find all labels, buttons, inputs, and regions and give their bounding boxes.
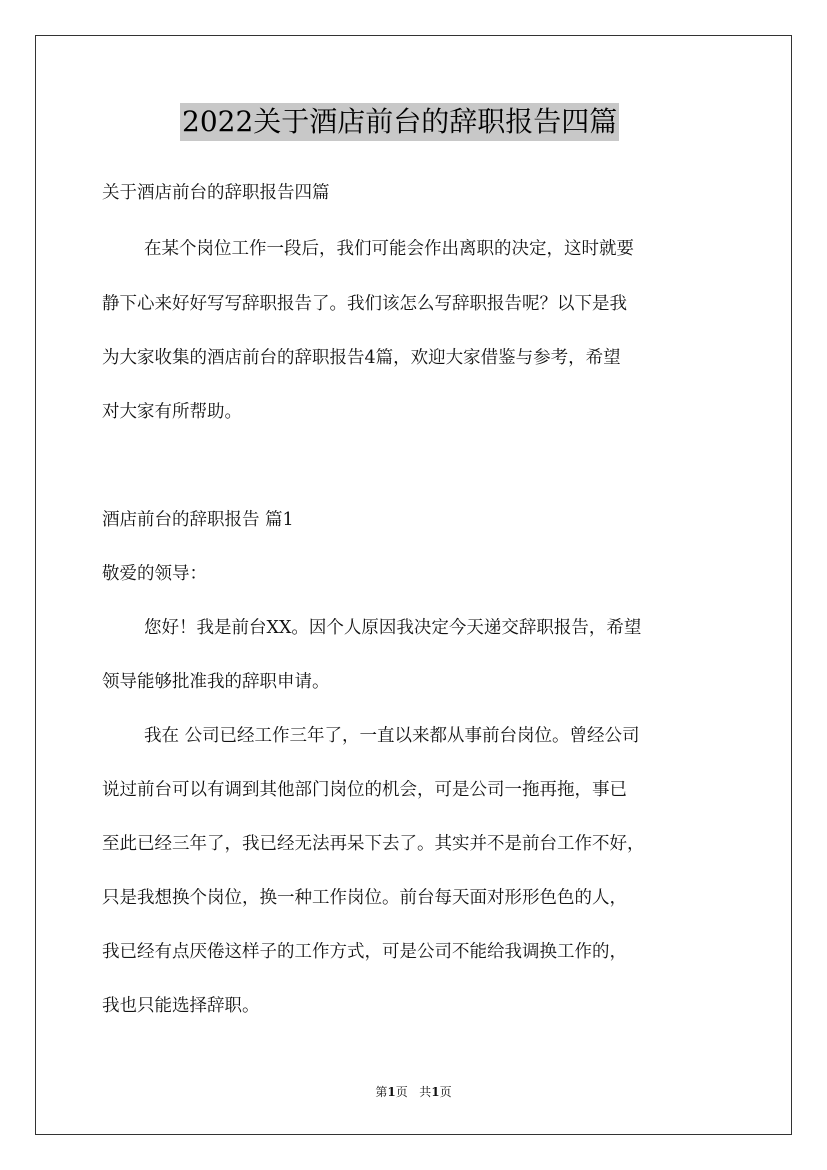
paragraph-line: 至此已经三年了，我已经无法再呆下去了。其实并不是前台工作不好， — [102, 834, 645, 854]
document-title: 2022关于酒店前台的辞职报告四篇 — [180, 103, 619, 141]
document-subtitle: 关于酒店前台的辞职报告四篇 — [102, 183, 330, 203]
footer-page-number: 1 — [387, 1085, 396, 1099]
footer-total-number: 1 — [431, 1085, 440, 1099]
salutation: 敬爱的领导： — [102, 564, 207, 584]
footer-page-prefix: 第 — [375, 1085, 388, 1099]
footer-total-suffix: 页 — [439, 1085, 452, 1099]
paragraph-line: 我也只能选择辞职。 — [102, 996, 260, 1016]
paragraph-line: 我在 公司已经工作三年了，一直以来都从事前台岗位。曾经公司 — [144, 726, 640, 746]
section-heading: 酒店前台的辞职报告 篇1 — [102, 510, 294, 530]
footer-total-prefix: 共 — [419, 1085, 432, 1099]
page-footer — [0, 1084, 827, 1100]
intro-line: 在某个岗位工作一段后，我们可能会作出离职的决定，这时就要 — [144, 239, 634, 259]
paragraph-line: 只是我想换个岗位，换一种工作岗位。前台每天面对形形色色的人， — [102, 888, 627, 908]
intro-line: 为大家收集的酒店前台的辞职报告4篇，欢迎大家借鉴与参考，希望 — [102, 348, 621, 368]
paragraph-line: 说过前台可以有调到其他部门岗位的机会，可是公司一拖再拖，事已 — [102, 780, 627, 800]
paragraph-line: 我已经有点厌倦这样子的工作方式，可是公司不能给我调换工作的， — [102, 942, 627, 962]
footer-page-suffix: 页 — [395, 1085, 408, 1099]
paragraph-line: 领导能够批准我的辞职申请。 — [102, 672, 330, 692]
intro-line: 对大家有所帮助。 — [102, 402, 242, 422]
paragraph-line: 您好！我是前台XX。因个人原因我决定今天递交辞职报告，希望 — [144, 618, 642, 638]
intro-line: 静下心来好好写写辞职报告了。我们该怎么写辞职报告呢？以下是我 — [102, 294, 627, 314]
